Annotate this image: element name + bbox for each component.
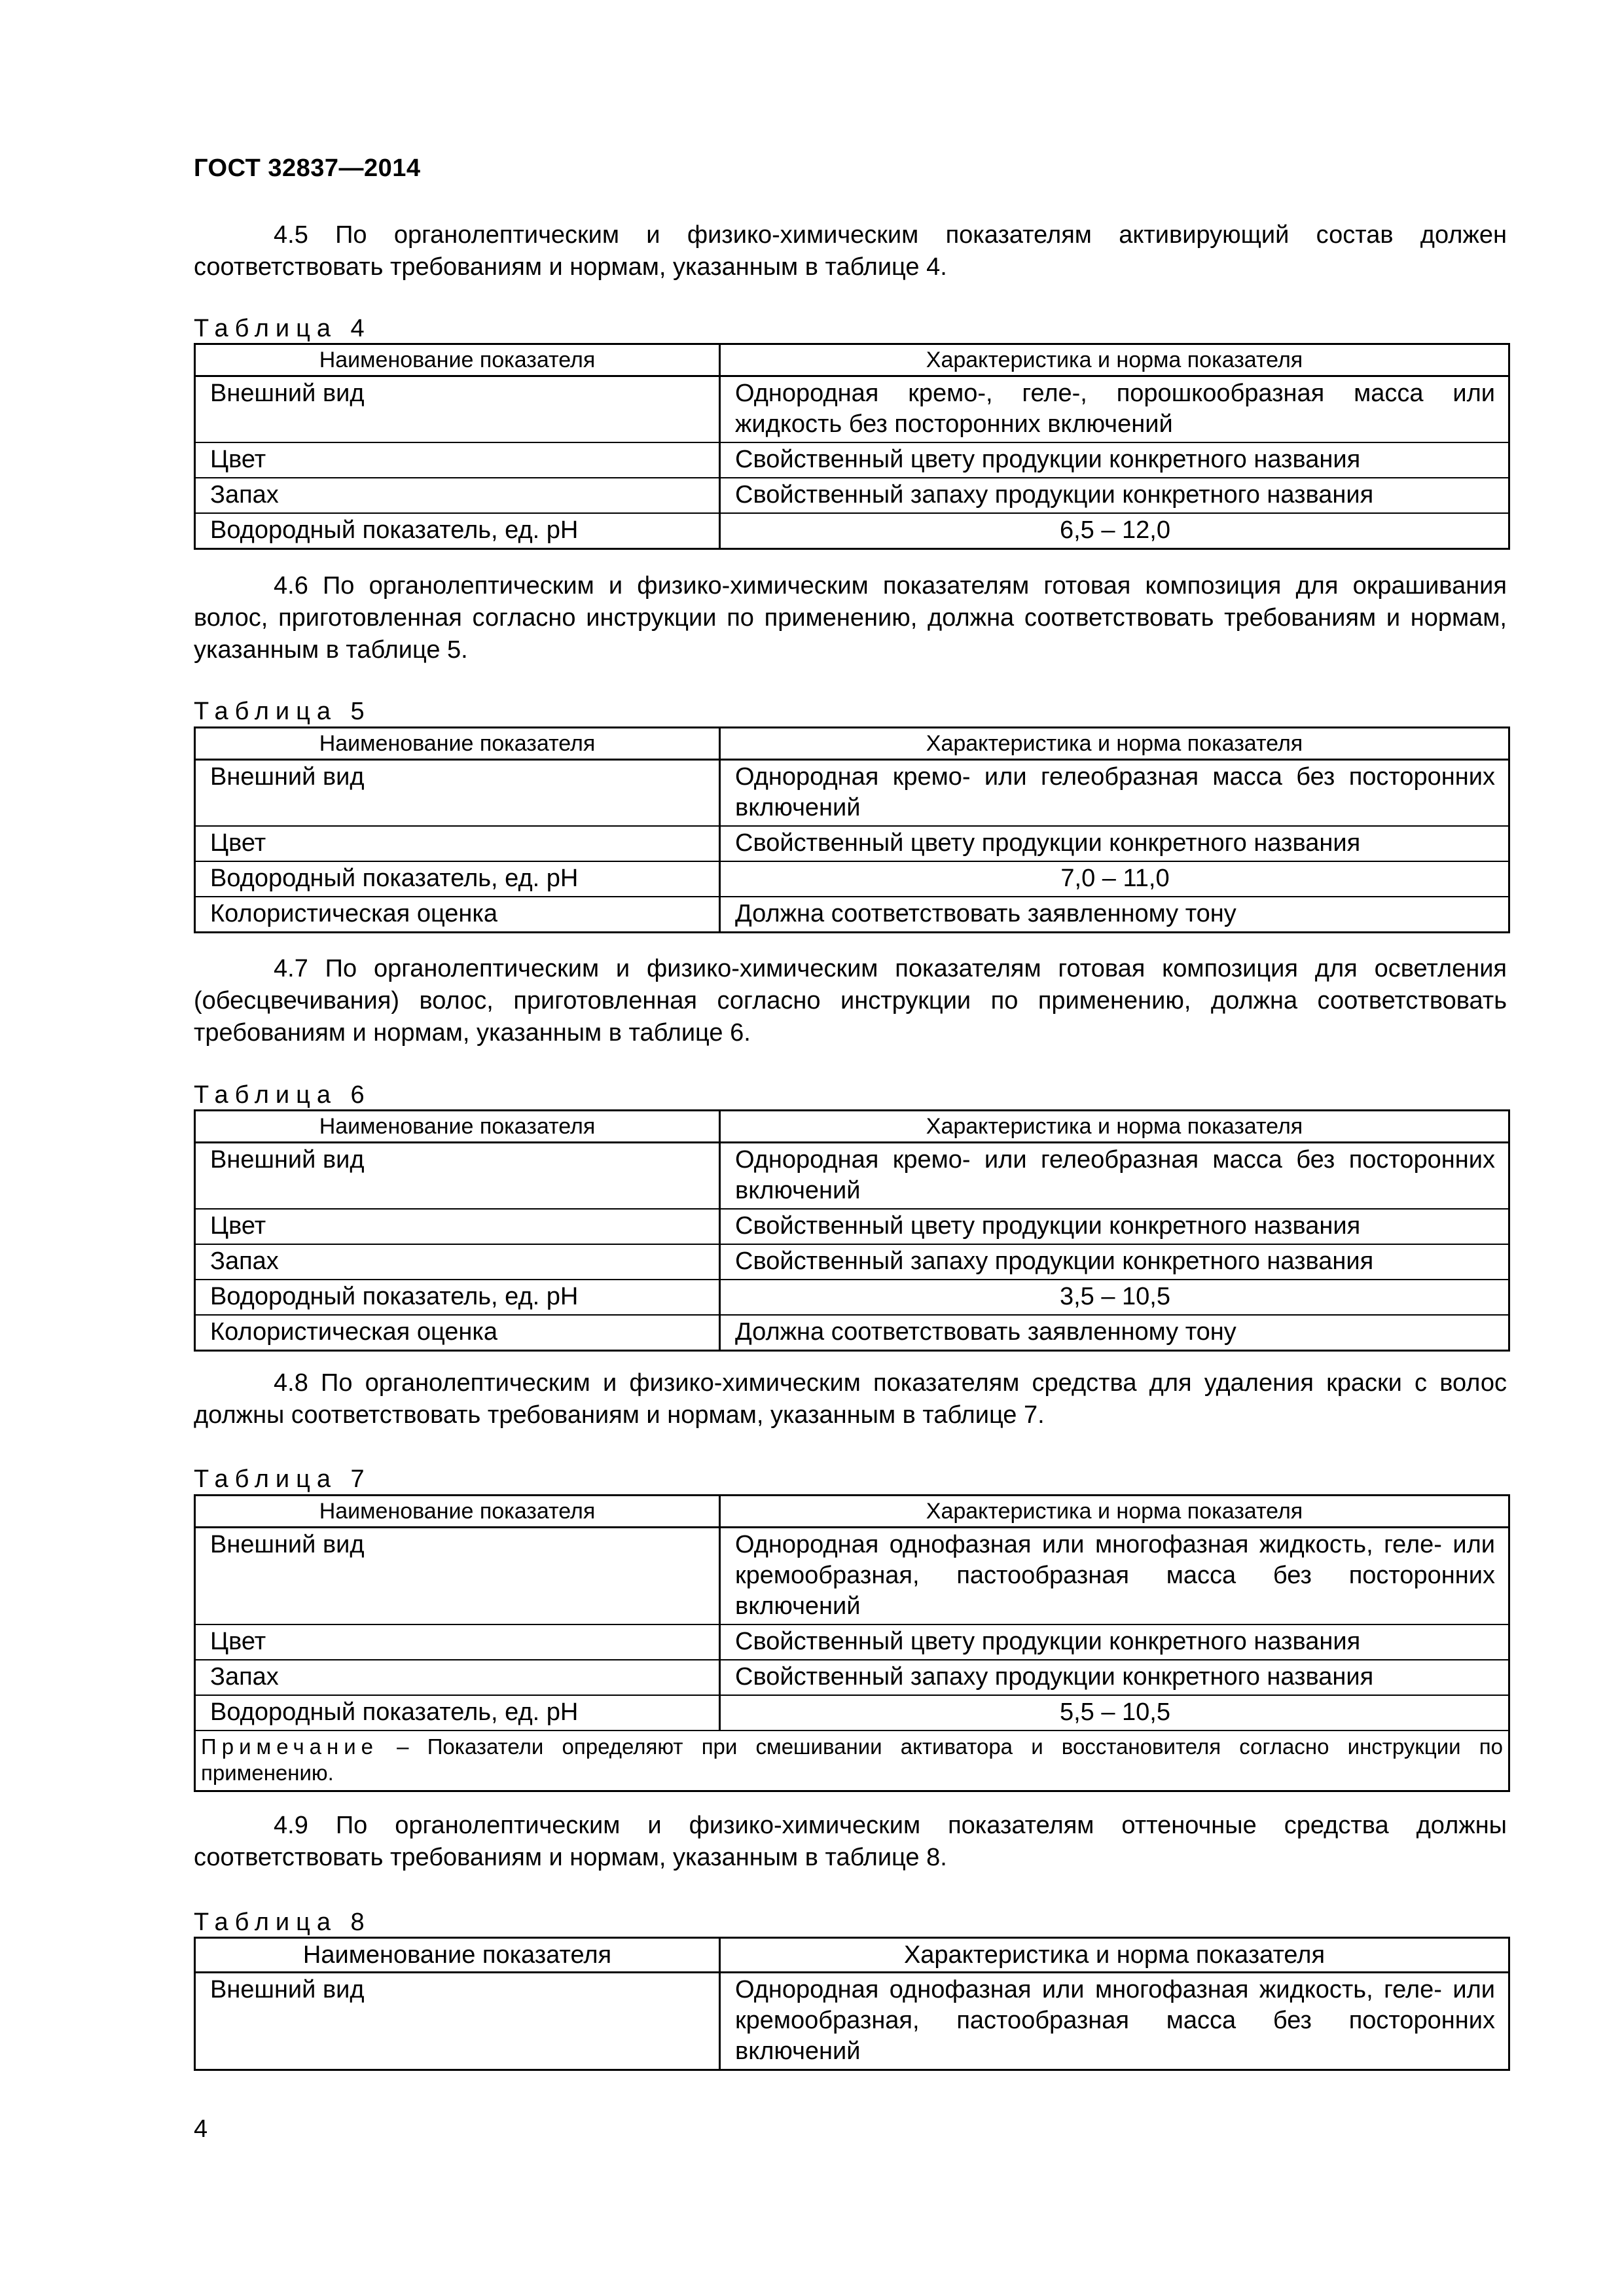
- table-row: [195, 442, 1509, 478]
- table-row: [195, 1624, 1509, 1660]
- column-header-value: Характеристика и норма показателя: [720, 344, 1509, 376]
- indicator-value: Однородная кремо- или гелеобразная масса без посторонних включений: [720, 760, 1509, 827]
- table-4-caption: Таблица 4: [194, 315, 371, 342]
- table-row: [195, 861, 1509, 897]
- table-row: [195, 478, 1509, 513]
- indicator-value: Однородная кремо-, геле-, порошкообразная масса или жидкость без посторонних включений: [720, 376, 1509, 443]
- table-row: [195, 1315, 1509, 1351]
- table-row: [195, 897, 1509, 933]
- column-header-name: Наименование показателя: [195, 1496, 720, 1528]
- document-title: ГОСТ 32837—2014: [194, 154, 421, 182]
- indicator-name: Запах: [195, 1660, 720, 1695]
- indicator-name: Водородный показатель, ед. рН: [195, 1280, 720, 1315]
- indicator-value: 6,5 – 12,0: [720, 513, 1509, 549]
- indicator-name: Водородный показатель, ед. рН: [195, 1695, 720, 1731]
- indicator-name: Цвет: [195, 442, 720, 478]
- table-row: [195, 1973, 1509, 2070]
- indicator-name: Цвет: [195, 1209, 720, 1244]
- indicator-name: Колористическая оценка: [195, 897, 720, 933]
- paragraph-4-5: 4.5 По органолептическим и физико-химическим показателям активирующий состав должен соответствовать требованиям и нормам, указанным в таблице 4.: [194, 221, 1507, 281]
- table-7: [194, 1494, 1510, 1792]
- table-row: [195, 1209, 1509, 1244]
- indicator-name: Внешний вид: [195, 376, 720, 443]
- indicator-value: 3,5 – 10,5: [720, 1280, 1509, 1315]
- table-row: [195, 376, 1509, 443]
- table-7-caption: Таблица 7: [194, 1465, 371, 1493]
- indicator-name: Внешний вид: [195, 760, 720, 827]
- paragraph-4-7: 4.7 По органолептическим и физико-химическим показателям готовая композиция для осветления (обесцвечивания) волос, приготовленная согласно инструкции по применению, должна соответствовать требованиям и нормам, указанным в таблице 6.: [194, 955, 1507, 1047]
- column-header-name: Наименование показателя: [195, 728, 720, 760]
- indicator-value: Должна соответствовать заявленному тону: [720, 1315, 1509, 1351]
- column-header-value: Характеристика и норма показателя: [720, 728, 1509, 760]
- indicator-name: Запах: [195, 478, 720, 513]
- indicator-name: Колористическая оценка: [195, 1315, 720, 1351]
- indicator-name: Цвет: [195, 1624, 720, 1660]
- indicator-value: 7,0 – 11,0: [720, 861, 1509, 897]
- column-header-value: Характеристика и норма показателя: [720, 1938, 1509, 1973]
- indicator-value: Свойственный запаху продукции конкретного названия: [720, 1244, 1509, 1280]
- indicator-value: Однородная однофазная или многофазная жидкость, геле- или кремообразная, пастообразная масса без посторонних включений: [720, 1528, 1509, 1625]
- table-8: [194, 1937, 1510, 2071]
- indicator-value: Свойственный цвету продукции конкретного названия: [720, 1209, 1509, 1244]
- table-header-row: [195, 1938, 1509, 1973]
- column-header-value: Характеристика и норма показателя: [720, 1111, 1509, 1143]
- table-row: [195, 1660, 1509, 1695]
- table-header-row: [195, 344, 1509, 376]
- note-text: – Показатели определяют при смешивании активатора и восстановителя согласно инструкции по применению.: [201, 1734, 1503, 1785]
- indicator-value: Свойственный цвету продукции конкретного названия: [720, 442, 1509, 478]
- table-6: [194, 1109, 1510, 1352]
- indicator-value: Свойственный запаху продукции конкретного названия: [720, 478, 1509, 513]
- table-row: [195, 1280, 1509, 1315]
- table-row: [195, 760, 1509, 827]
- indicator-name: Водородный показатель, ед. рН: [195, 513, 720, 549]
- indicator-value: 5,5 – 10,5: [720, 1695, 1509, 1731]
- table-header-row: [195, 1496, 1509, 1528]
- indicator-value: Должна соответствовать заявленному тону: [720, 897, 1509, 933]
- paragraph-4-9: 4.9 По органолептическим и физико-химическим показателям оттеночные средства должны соответствовать требованиям и нормам, указанным в таблице 8.: [194, 1812, 1507, 1871]
- indicator-value: Свойственный цвету продукции конкретного названия: [720, 826, 1509, 861]
- table-row: [195, 513, 1509, 549]
- indicator-value: Однородная кремо- или гелеобразная масса без посторонних включений: [720, 1143, 1509, 1210]
- indicator-name: Цвет: [195, 826, 720, 861]
- column-header-name: Наименование показателя: [195, 1111, 720, 1143]
- indicator-name: Водородный показатель, ед. рН: [195, 861, 720, 897]
- table-row: [195, 1695, 1509, 1731]
- table-row: [195, 1244, 1509, 1280]
- table-6-caption: Таблица 6: [194, 1081, 371, 1109]
- indicator-value: Однородная однофазная или многофазная жидкость, геле- или кремообразная, пастообразная масса без посторонних включений: [720, 1973, 1509, 2070]
- table-5-caption: Таблица 5: [194, 698, 371, 725]
- indicator-value: Свойственный цвету продукции конкретного названия: [720, 1624, 1509, 1660]
- table-header-row: [195, 1111, 1509, 1143]
- table-note: [195, 1731, 1509, 1791]
- table-row: [195, 1528, 1509, 1625]
- paragraph-4-8: 4.8 По органолептическим и физико-химическим показателям средства для удаления краски с волос должны соответствовать требованиям и нормам, указанным в таблице 7.: [194, 1369, 1507, 1429]
- indicator-name: Внешний вид: [195, 1143, 720, 1210]
- table-5: [194, 726, 1510, 933]
- table-header-row: [195, 728, 1509, 760]
- paragraph-4-6: 4.6 По органолептическим и физико-химическим показателям готовая композиция для окрашивания волос, приготовленная согласно инструкции по применению, должна соответствовать требованиям и нормам, указанным в таблице 5.: [194, 572, 1507, 664]
- table-row: [195, 826, 1509, 861]
- table-note-row: [195, 1731, 1509, 1791]
- page-number: 4: [194, 2115, 208, 2143]
- table-4: [194, 343, 1510, 550]
- column-header-name: Наименование показателя: [195, 344, 720, 376]
- note-label: Примечание: [201, 1734, 379, 1759]
- indicator-name: Внешний вид: [195, 1528, 720, 1625]
- indicator-name: Внешний вид: [195, 1973, 720, 2070]
- column-header-value: Характеристика и норма показателя: [720, 1496, 1509, 1528]
- column-header-name: Наименование показателя: [195, 1938, 720, 1973]
- indicator-name: Запах: [195, 1244, 720, 1280]
- indicator-value: Свойственный запаху продукции конкретного названия: [720, 1660, 1509, 1695]
- table-8-caption: Таблица 8: [194, 1909, 371, 1936]
- table-row: [195, 1143, 1509, 1210]
